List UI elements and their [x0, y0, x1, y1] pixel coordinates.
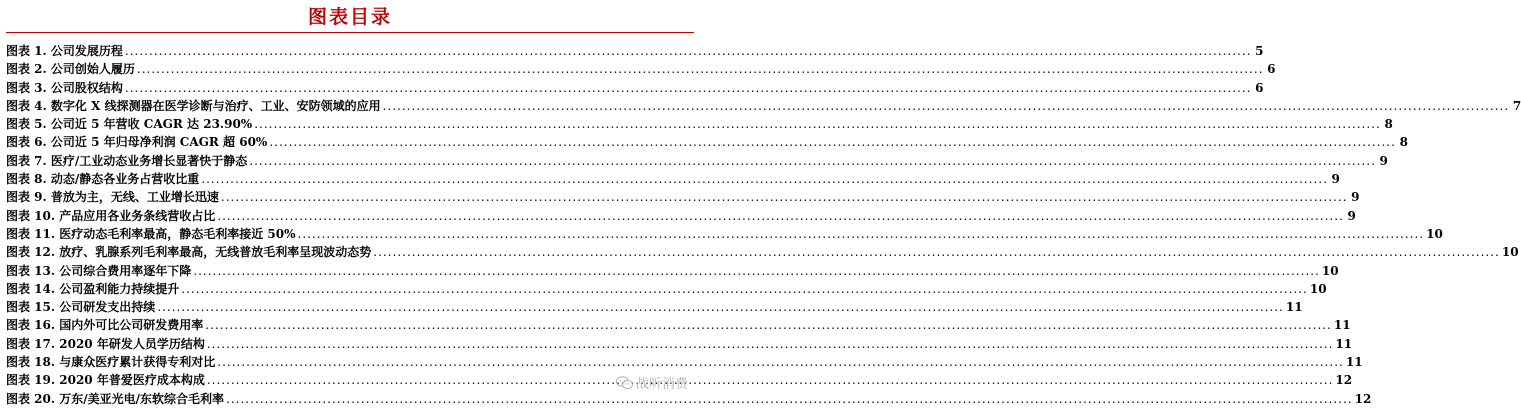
figure-title: 公司发展历程 [50, 44, 123, 58]
dot-leader [217, 207, 1344, 225]
figure-title: 公司创始人履历 [50, 62, 135, 77]
figure-number: 图表 17. [6, 336, 56, 351]
figure-title: 数字化 X 线探测器在医学诊断与治疗、工业、安防领域的应用 [50, 98, 381, 113]
dot-leader [221, 188, 1348, 206]
dot-leader [125, 79, 1252, 97]
dot-leader [157, 298, 1284, 316]
title-divider [6, 32, 694, 33]
figure-entry[interactable] [6, 79, 1264, 97]
figure-number: 图表 9. [6, 190, 47, 205]
figure-title: 放疗、乳腺系列毛利率最高，无线普放毛利率呈现波动态势 [59, 245, 372, 260]
dot-leader [207, 371, 1334, 389]
watermark [616, 373, 688, 392]
dot-leader [298, 225, 1425, 243]
figure-number: 图表 14. [6, 281, 56, 296]
page-number: 8 [1384, 117, 1393, 132]
figure-title: 2020 年研发人员学历结构 [59, 336, 205, 351]
figure-number: 图表 3. [6, 80, 47, 95]
figure-number: 图表 7. [6, 153, 47, 168]
wechat-icon [616, 376, 633, 390]
dot-leader [125, 42, 1252, 60]
figure-entry[interactable] [6, 115, 1393, 133]
figure-entry[interactable] [6, 225, 1443, 243]
figure-entry[interactable] [6, 170, 1340, 188]
page-number: 9 [1379, 153, 1388, 168]
page-number: 9 [1351, 190, 1360, 205]
figure-entry[interactable] [6, 335, 1353, 353]
figure-list [6, 42, 1521, 408]
page-number: 11 [1285, 300, 1303, 315]
figure-number: 图表 18. [6, 355, 56, 370]
page-number: 9 [1347, 208, 1356, 223]
page-number: 10 [1426, 226, 1443, 241]
figure-title: 医疗/工业动态业务增长显著快于静态 [50, 153, 248, 168]
figure-entry[interactable] [6, 262, 1339, 280]
page-title: 图表目录 [307, 6, 392, 28]
figure-title: 2020 年普爱医疗成本构成 [59, 373, 205, 388]
figure-title: 公司综合费用率逐年下降 [59, 263, 192, 278]
figure-number: 图表 5. [6, 117, 47, 132]
figure-number: 图表 11. [6, 226, 56, 241]
figure-entry[interactable] [6, 60, 1276, 78]
figure-entry[interactable] [6, 280, 1327, 298]
figure-entry[interactable] [6, 243, 1519, 261]
figure-number: 图表 16. [6, 318, 56, 333]
figure-title: 动态/静态各业务占营收比重 [50, 172, 200, 187]
dot-leader [269, 133, 1396, 151]
figure-title: 医疗动态毛利率最高，静态毛利率接近 50% [59, 226, 296, 241]
figure-number: 图表 8. [6, 172, 47, 187]
figure-entry[interactable] [6, 353, 1363, 371]
figure-number: 图表 13. [6, 263, 56, 278]
figure-entry[interactable] [6, 97, 1521, 115]
figure-title: 万东/美亚光电/东软综合毛利率 [59, 391, 225, 406]
dot-leader [205, 316, 1332, 334]
figure-title: 国内外可比公司研发费用率 [59, 318, 204, 333]
figure-entry[interactable] [6, 390, 1372, 408]
figure-number: 图表 20. [6, 391, 56, 406]
page-number: 11 [1345, 355, 1363, 370]
figure-title: 公司近 5 年归母净利润 CAGR 超 60% [50, 135, 268, 150]
figure-number: 图表 19. [6, 373, 56, 388]
figure-entry[interactable] [6, 371, 1353, 389]
figure-title: 公司研发支出持续 [59, 300, 156, 315]
figure-title: 公司近 5 年营收 CAGR 达 23.90% [50, 117, 253, 132]
page-number: 7 [1512, 98, 1521, 113]
figure-number: 图表 6. [6, 135, 47, 150]
figure-number: 图表 15. [6, 300, 56, 315]
page-number: 12 [1354, 391, 1372, 406]
watermark-text: 战听消费 [635, 377, 688, 392]
dot-leader [193, 262, 1320, 280]
page-number: 6 [1267, 62, 1276, 77]
page-number: 10 [1309, 281, 1327, 296]
figure-entry[interactable] [6, 298, 1303, 316]
figure-entry[interactable] [6, 42, 1264, 60]
figure-number: 图表 2. [6, 62, 47, 77]
figure-title: 与康众医疗累计获得专利对比 [59, 355, 216, 370]
figure-title: 公司股权结构 [50, 80, 123, 95]
dot-leader [373, 243, 1500, 261]
dot-leader [207, 335, 1334, 353]
figure-number: 图表 1. [6, 44, 47, 58]
figure-title: 产品应用各业务条线营收占比 [59, 208, 216, 223]
figure-entry[interactable] [6, 207, 1356, 225]
page-number: 8 [1399, 135, 1408, 150]
dot-leader [254, 115, 1381, 133]
dot-leader [217, 353, 1344, 371]
figure-title: 公司盈利能力持续提升 [59, 281, 180, 296]
figure-entry[interactable] [6, 188, 1360, 206]
page-number: 11 [1335, 336, 1353, 351]
dot-leader [201, 170, 1328, 188]
dot-leader [226, 390, 1353, 408]
page-number: 9 [1331, 172, 1340, 187]
figure-entry[interactable] [6, 133, 1408, 151]
figure-entry[interactable] [6, 152, 1388, 170]
dot-leader [137, 60, 1264, 78]
page-number: 5 [1255, 44, 1264, 58]
figure-number: 图表 4. [6, 98, 47, 113]
page-number: 10 [1321, 263, 1339, 278]
figure-number: 图表 12. [6, 245, 56, 260]
figure-entry[interactable] [6, 316, 1351, 334]
dot-leader [383, 97, 1510, 115]
page-number: 11 [1333, 318, 1351, 333]
figure-title: 普放为主，无线、工业增长迅速 [50, 190, 219, 205]
page-number: 10 [1501, 245, 1519, 260]
dot-leader [181, 280, 1308, 298]
page-number: 6 [1255, 80, 1264, 95]
figure-number: 图表 10. [6, 208, 56, 223]
page-number: 12 [1335, 373, 1353, 388]
dot-leader [249, 152, 1376, 170]
